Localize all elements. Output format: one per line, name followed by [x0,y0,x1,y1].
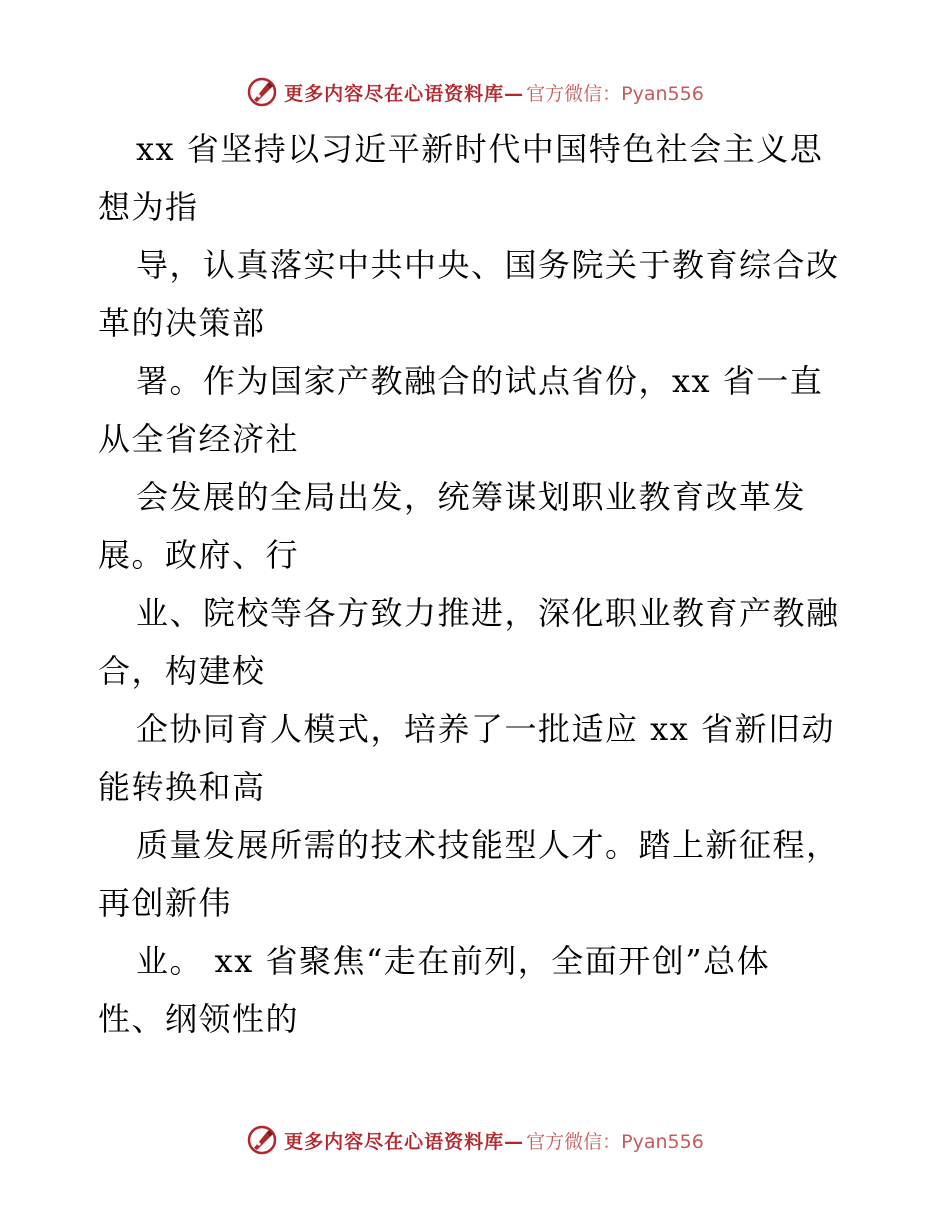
paragraph-line: 导，认真落实中共中央、国务院关于教育综合改 [136,246,840,284]
paragraph-line: 企协同育人模式，培养了一批适应 xx 省新旧动 [136,710,835,748]
document-body [98,120,868,1048]
pen-nib-logo-icon [246,76,278,108]
header-banner [0,72,950,112]
paragraph-line: 从全省经济社 [98,420,300,458]
footer-banner [0,1120,950,1160]
paragraph-line: 合，构建校 [98,652,266,690]
paragraph-line: xx 省坚持以习近平新时代中国特色社会主义思 [136,130,824,168]
banner-wechat: 官方微信：Pyan556 [526,82,704,105]
paragraph-line: 革的决策部 [98,304,266,342]
paragraph-line: 质量发展所需的技术技能型人才。踏上新征程， [136,826,840,864]
paragraph-line: 想为指 [98,188,199,226]
paragraph-line: 性、纲领性的 [98,1000,300,1038]
paragraph-line: 展。政府、行 [98,536,300,574]
paragraph-line: 业、院校等各方致力推进，深化职业教育产教融 [136,594,840,632]
paragraph-line: 会发展的全局出发，统筹谋划职业教育改革发 [136,478,807,516]
paragraph-line: 署。作为国家产教融合的试点省份，xx 省一直 [136,362,824,400]
banner-wechat: 官方微信：Pyan556 [526,1130,704,1153]
pen-nib-logo-icon [246,1124,278,1156]
paragraph-line: 能转换和高 [98,768,266,806]
paragraph-line: 业。 xx 省聚焦“走在前列，全面开创”总体 [136,942,771,980]
banner-text: 更多内容尽在心语资料库— [284,1130,525,1153]
paragraph-line: 再创新伟 [98,884,233,922]
banner-text: 更多内容尽在心语资料库— [284,82,525,105]
